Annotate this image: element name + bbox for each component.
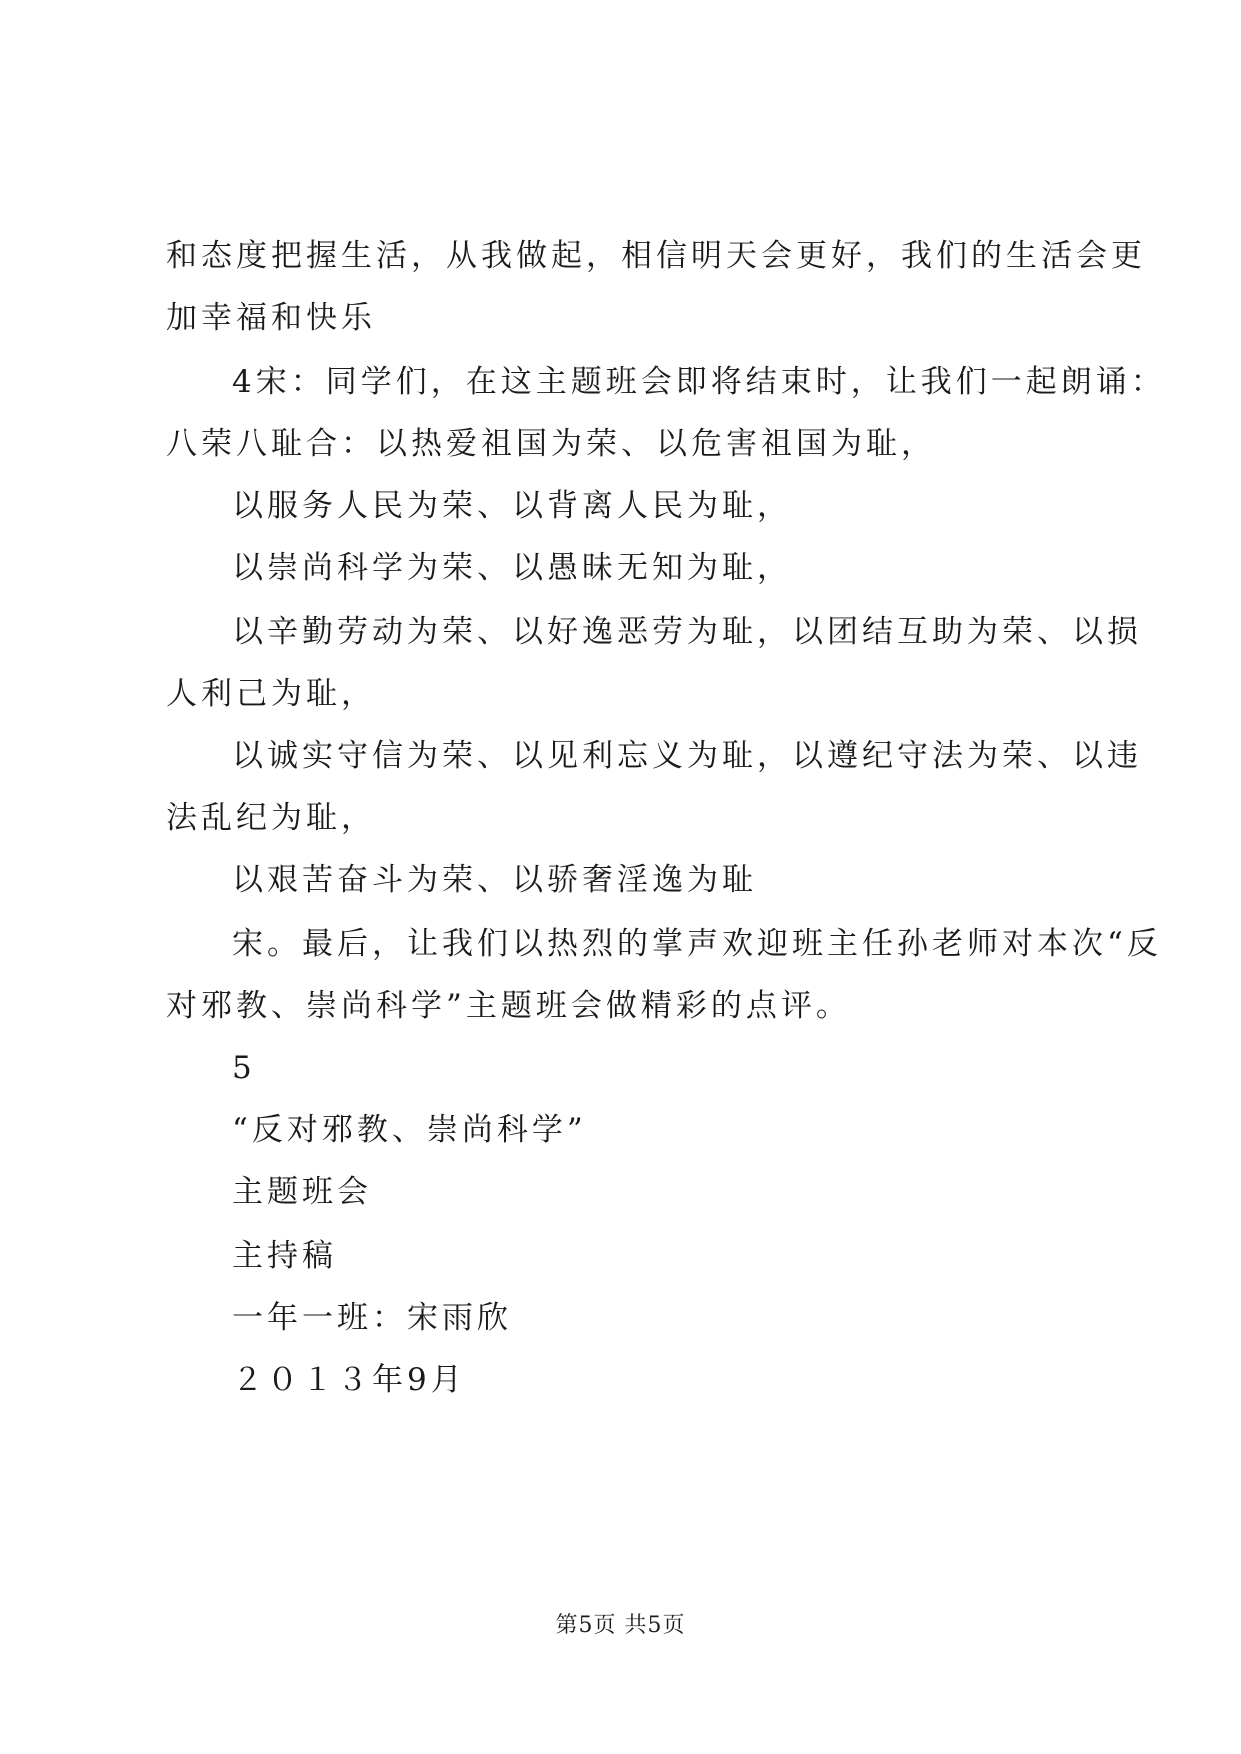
- date-line: ２０１３年9月: [232, 1362, 466, 1398]
- paragraph-line: 八荣八耻合：以热爱祖国为荣、以危害祖国为耻，: [166, 426, 936, 462]
- paragraph-line: 以艰苦奋斗为荣、以骄奢淫逸为耻: [232, 862, 757, 898]
- paragraph-line: 加幸福和快乐: [166, 300, 376, 336]
- paragraph-line: 法乱纪为耻，: [166, 800, 376, 836]
- section-number: 5: [232, 1050, 256, 1086]
- paragraph-line: 以辛勤劳动为荣、以好逸恶劳为耻，以团结互助为荣、以损: [232, 614, 1142, 650]
- paragraph-line: 以服务人民为荣、以背离人民为耻，: [232, 488, 792, 524]
- paragraph-line: 4宋：同学们，在这主题班会即将结束时，让我们一起朗诵：: [232, 364, 1166, 400]
- subtitle-line: 主持稿: [232, 1238, 337, 1274]
- subtitle-line: 主题班会: [232, 1174, 372, 1210]
- author-line: 一年一班：宋雨欣: [232, 1300, 512, 1336]
- title-line: “反对邪教、崇尚科学”: [232, 1112, 587, 1148]
- paragraph-line: 宋。最后，让我们以热烈的掌声欢迎班主任孙老师对本次“反: [232, 926, 1162, 962]
- paragraph-line: 对邪教、崇尚科学”主题班会做精彩的点评。: [166, 988, 851, 1024]
- paragraph-line: 以诚实守信为荣、以见利忘义为耻，以遵纪守法为荣、以违: [232, 738, 1142, 774]
- page-number-footer: 第5页 共5页: [555, 1613, 686, 1638]
- paragraph-line: 人利己为耻，: [166, 676, 376, 712]
- paragraph-line: 和态度把握生活，从我做起，相信明天会更好，我们的生活会更: [166, 238, 1146, 274]
- paragraph-line: 以崇尚科学为荣、以愚昧无知为耻，: [232, 550, 792, 586]
